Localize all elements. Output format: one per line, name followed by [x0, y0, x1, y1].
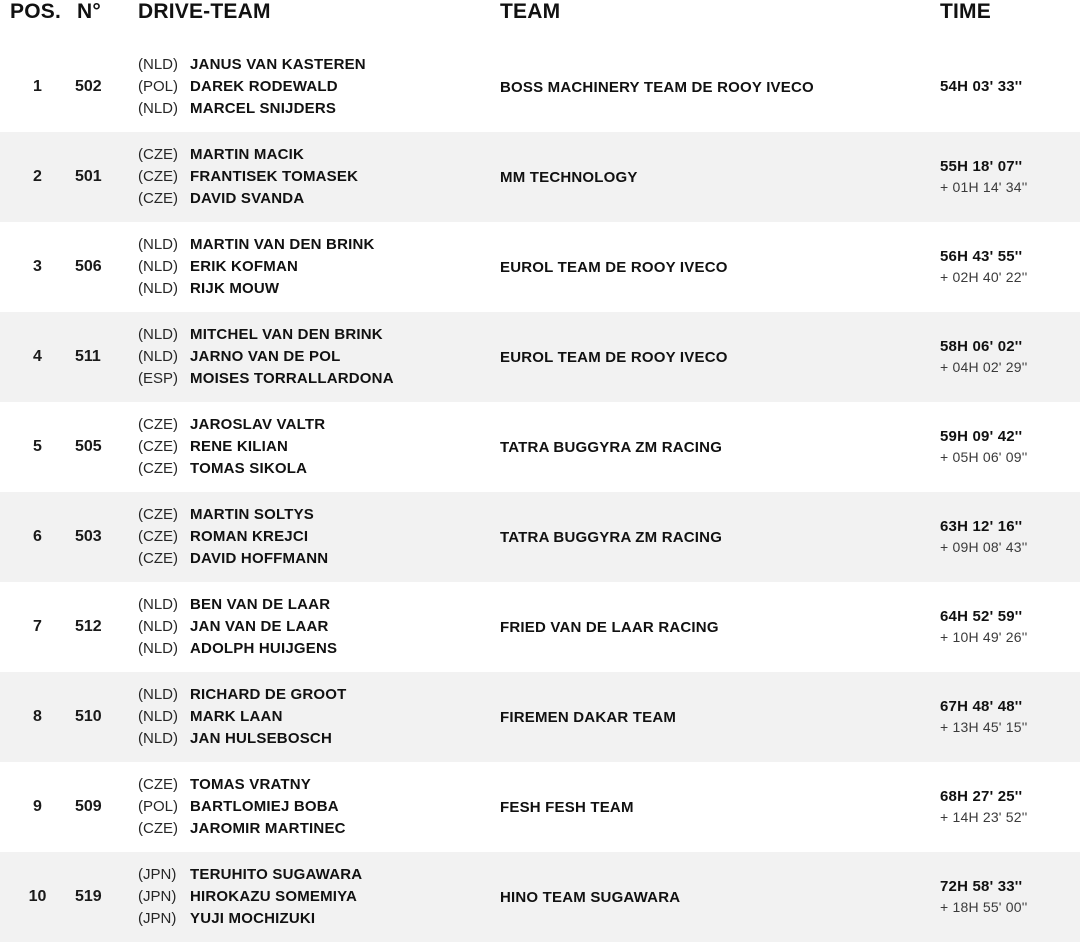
crew-name: MOISES TORRALLARDONA — [190, 370, 394, 387]
crew-nationality: (CZE) — [138, 416, 178, 433]
crew-name: MARK LAAN — [190, 708, 283, 725]
time-gap: + 14H 23' 52'' — [940, 809, 1028, 825]
crew-nationality: (JPN) — [138, 910, 177, 927]
cell-crew — [138, 222, 500, 312]
cell-team: TATRA BUGGYRA ZM RACING — [500, 438, 723, 456]
cell-position: 5 — [33, 438, 42, 455]
total-time: 59H 09' 42'' — [940, 428, 1023, 445]
crew-name: MARTIN SOLTYS — [190, 506, 314, 523]
column-header-number: N° — [77, 0, 101, 23]
crew-name: JAN VAN DE LAAR — [190, 618, 329, 635]
column-header-position: POS. — [10, 0, 61, 23]
cell-position: 1 — [33, 78, 42, 95]
crew-member — [138, 886, 500, 908]
time-gap: + 13H 45' 15'' — [940, 719, 1028, 735]
crew-nationality: (CZE) — [138, 460, 178, 477]
cell-team: EUROL TEAM DE ROOY IVECO — [500, 258, 728, 276]
table-row — [0, 402, 1080, 492]
cell-time — [940, 762, 1080, 852]
cell-crew — [138, 42, 500, 132]
crew-nationality: (CZE) — [138, 168, 178, 185]
crew-member — [138, 796, 500, 818]
time-gap: + 09H 08' 43'' — [940, 539, 1028, 555]
cell-crew — [138, 402, 500, 492]
crew-nationality: (NLD) — [138, 596, 178, 613]
crew-member — [138, 436, 500, 458]
cell-position: 3 — [33, 258, 42, 275]
cell-crew — [138, 132, 500, 222]
crew-nationality: (CZE) — [138, 438, 178, 455]
crew-nationality: (CZE) — [138, 528, 178, 545]
crew-name: DAVID SVANDA — [190, 190, 305, 207]
cell-number: 511 — [75, 348, 101, 365]
crew-nationality: (CZE) — [138, 820, 178, 837]
cell-time — [940, 852, 1080, 942]
crew-nationality: (CZE) — [138, 776, 178, 793]
crew-member — [138, 144, 500, 166]
cell-position: 7 — [33, 618, 42, 635]
crew-name: MITCHEL VAN DEN BRINK — [190, 326, 383, 343]
crew-nationality: (NLD) — [138, 236, 178, 253]
total-time: 68H 27' 25'' — [940, 788, 1023, 805]
crew-nationality: (JPN) — [138, 888, 177, 905]
crew-name: HIROKAZU SOMEMIYA — [190, 888, 358, 905]
crew-member — [138, 166, 500, 188]
crew-nationality: (NLD) — [138, 100, 178, 117]
cell-number: 501 — [75, 168, 102, 185]
crew-name: BEN VAN DE LAAR — [190, 596, 331, 613]
crew-nationality: (JPN) — [138, 866, 177, 883]
cell-time — [940, 582, 1080, 672]
crew-nationality: (CZE) — [138, 550, 178, 567]
column-header-time: TIME — [940, 0, 991, 23]
cell-team: FESH FESH TEAM — [500, 798, 634, 816]
cell-time — [940, 492, 1080, 582]
crew-name: JAN HULSEBOSCH — [190, 730, 332, 747]
crew-member — [138, 706, 500, 728]
crew-nationality: (NLD) — [138, 348, 178, 365]
cell-team: FRIED VAN DE LAAR RACING — [500, 618, 719, 636]
crew-name: FRANTISEK TOMASEK — [190, 168, 359, 185]
cell-number: 502 — [75, 78, 102, 95]
crew-nationality: (CZE) — [138, 506, 178, 523]
crew-nationality: (CZE) — [138, 146, 178, 163]
time-gap: + 18H 55' 00'' — [940, 899, 1028, 915]
crew-member — [138, 774, 500, 796]
crew-nationality: (NLD) — [138, 708, 178, 725]
table-row — [0, 132, 1080, 222]
table-body — [0, 42, 1080, 942]
cell-crew — [138, 492, 500, 582]
crew-nationality: (NLD) — [138, 640, 178, 657]
crew-member — [138, 458, 500, 480]
crew-name: TOMAS VRATNY — [190, 776, 312, 793]
crew-name: DAREK RODEWALD — [190, 78, 338, 95]
crew-member — [138, 414, 500, 436]
column-header-team: TEAM — [500, 0, 561, 23]
crew-member — [138, 638, 500, 660]
cell-team: EUROL TEAM DE ROOY IVECO — [500, 348, 728, 366]
total-time: 54H 03' 33'' — [940, 78, 1023, 95]
table-row — [0, 852, 1080, 942]
crew-member — [138, 526, 500, 548]
table-row — [0, 222, 1080, 312]
cell-number: 509 — [75, 798, 102, 815]
table-row — [0, 672, 1080, 762]
crew-name: JAROSLAV VALTR — [190, 416, 326, 433]
cell-crew — [138, 852, 500, 942]
crew-name: ROMAN KREJCI — [190, 528, 309, 545]
crew-name: DAVID HOFFMANN — [190, 550, 329, 567]
crew-member — [138, 684, 500, 706]
cell-position: 2 — [33, 168, 42, 185]
cell-position: 4 — [33, 348, 42, 365]
crew-member — [138, 368, 500, 390]
time-gap: + 10H 49' 26'' — [940, 629, 1028, 645]
crew-nationality: (NLD) — [138, 326, 178, 343]
crew-member — [138, 908, 500, 930]
crew-nationality: (NLD) — [138, 258, 178, 275]
cell-number: 506 — [75, 258, 102, 275]
cell-position: 6 — [33, 528, 42, 545]
cell-team: TATRA BUGGYRA ZM RACING — [500, 528, 723, 546]
crew-name: JARNO VAN DE POL — [190, 348, 341, 365]
cell-time — [940, 42, 1080, 132]
crew-nationality: (ESP) — [138, 370, 179, 387]
total-time: 72H 58' 33'' — [940, 878, 1023, 895]
cell-time — [940, 312, 1080, 402]
total-time: 63H 12' 16'' — [940, 518, 1023, 535]
cell-team: FIREMEN DAKAR TEAM — [500, 708, 677, 726]
crew-name: RENE KILIAN — [190, 438, 289, 455]
crew-name: BARTLOMIEJ BOBA — [190, 798, 339, 815]
cell-crew — [138, 312, 500, 402]
total-time: 55H 18' 07'' — [940, 158, 1023, 175]
crew-name: TOMAS SIKOLA — [190, 460, 308, 477]
time-gap: + 05H 06' 09'' — [940, 449, 1028, 465]
cell-number: 512 — [75, 618, 102, 635]
crew-member — [138, 548, 500, 570]
crew-name: YUJI MOCHIZUKI — [190, 910, 316, 927]
crew-nationality: (NLD) — [138, 686, 178, 703]
crew-member — [138, 346, 500, 368]
cell-team: BOSS MACHINERY TEAM DE ROOY IVECO — [500, 78, 814, 96]
table-row — [0, 762, 1080, 852]
table-header-row — [0, 0, 1080, 42]
table-row — [0, 582, 1080, 672]
crew-member — [138, 278, 500, 300]
cell-team: MM TECHNOLOGY — [500, 168, 638, 186]
crew-nationality: (POL) — [138, 78, 179, 95]
cell-time — [940, 222, 1080, 312]
crew-name: JANUS VAN KASTEREN — [190, 56, 366, 73]
crew-member — [138, 818, 500, 840]
table-row — [0, 492, 1080, 582]
cell-number: 519 — [75, 888, 102, 905]
crew-member — [138, 234, 500, 256]
cell-position: 8 — [33, 708, 42, 725]
crew-nationality: (NLD) — [138, 618, 178, 635]
cell-crew — [138, 582, 500, 672]
cell-crew — [138, 762, 500, 852]
crew-nationality: (NLD) — [138, 280, 178, 297]
crew-nationality: (NLD) — [138, 730, 178, 747]
crew-name: RIJK MOUW — [190, 280, 280, 297]
crew-name: ADOLPH HUIJGENS — [190, 640, 338, 657]
cell-team: HINO TEAM SUGAWARA — [500, 888, 681, 906]
cell-time — [940, 672, 1080, 762]
cell-time — [940, 132, 1080, 222]
table-row — [0, 312, 1080, 402]
cell-crew — [138, 672, 500, 762]
crew-member — [138, 864, 500, 886]
total-time: 56H 43' 55'' — [940, 248, 1023, 265]
crew-nationality: (CZE) — [138, 190, 178, 207]
time-gap: + 04H 02' 29'' — [940, 359, 1028, 375]
crew-nationality: (NLD) — [138, 56, 178, 73]
crew-name: ERIK KOFMAN — [190, 258, 299, 275]
crew-name: MARTIN VAN DEN BRINK — [190, 236, 375, 253]
crew-name: RICHARD DE GROOT — [190, 686, 347, 703]
cell-time — [940, 402, 1080, 492]
cell-number: 510 — [75, 708, 102, 725]
crew-member — [138, 98, 500, 120]
crew-member — [138, 76, 500, 98]
table-row — [0, 42, 1080, 132]
total-time: 58H 06' 02'' — [940, 338, 1023, 355]
crew-name: MARCEL SNIJDERS — [190, 100, 337, 117]
cell-position: 9 — [33, 798, 42, 815]
total-time: 67H 48' 48'' — [940, 698, 1023, 715]
crew-member — [138, 616, 500, 638]
time-gap: + 01H 14' 34'' — [940, 179, 1028, 195]
crew-member — [138, 728, 500, 750]
total-time: 64H 52' 59'' — [940, 608, 1023, 625]
crew-name: JAROMIR MARTINEC — [190, 820, 346, 837]
crew-name: MARTIN MACIK — [190, 146, 305, 163]
table-header — [0, 0, 1080, 42]
cell-position: 10 — [28, 888, 47, 905]
crew-member — [138, 188, 500, 210]
crew-nationality: (POL) — [138, 798, 179, 815]
time-gap: + 02H 40' 22'' — [940, 269, 1028, 285]
cell-number: 505 — [75, 438, 102, 455]
crew-member — [138, 504, 500, 526]
crew-member — [138, 594, 500, 616]
cell-number: 503 — [75, 528, 102, 545]
column-header-crew: DRIVE-TEAM — [138, 0, 271, 23]
crew-member — [138, 54, 500, 76]
crew-member — [138, 256, 500, 278]
crew-name: TERUHITO SUGAWARA — [190, 866, 363, 883]
crew-member — [138, 324, 500, 346]
